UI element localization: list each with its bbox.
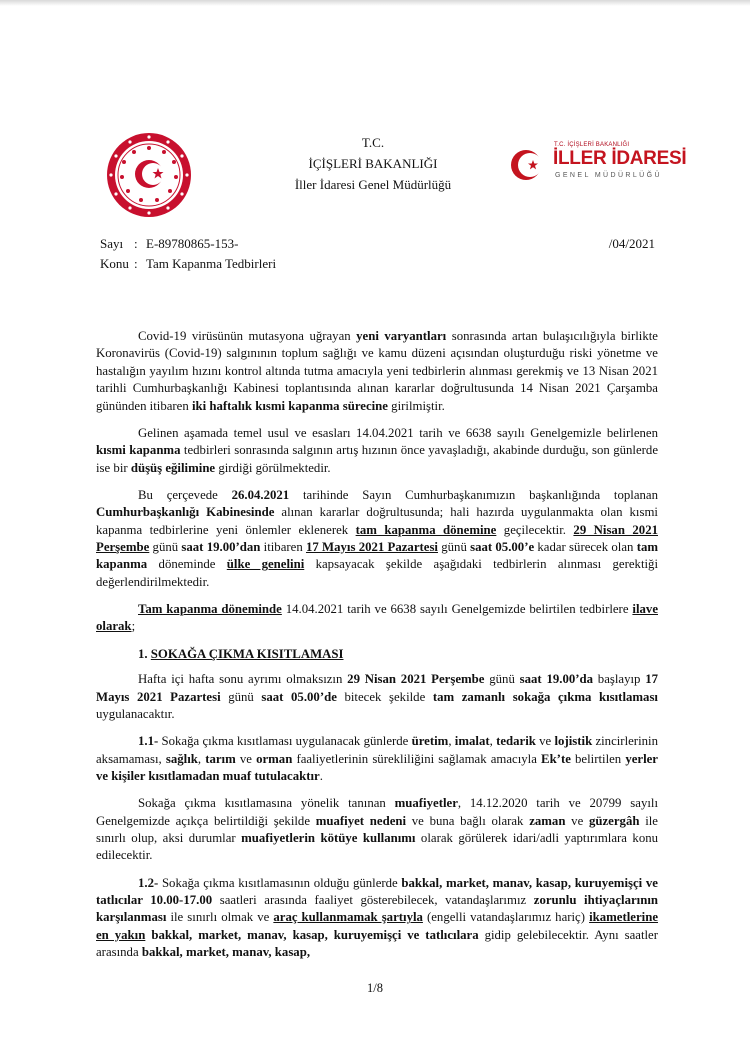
text-run: sağlık [165,751,198,766]
text-run: 1.2- [138,875,159,890]
iller-idaresi-logo [508,140,687,184]
text-run: tam zamanlı sokağa çıkma kısıtlaması [432,689,658,704]
text-run: , [448,734,455,749]
heading-directorate: İller İdaresi Genel Müdürlüğü [294,177,452,192]
text-run: girdiği görülmektedir. [215,460,331,475]
text-run: tam kapanma dönemine [355,522,497,537]
konu-separator: : [134,256,138,271]
text-run: 14.04.2021 tarih ve 6638 sayılı Genelgemizde belirtilen tedbirlere [281,602,633,617]
text-run: SOKAĞA ÇIKMA KISITLAMASI [150,646,344,661]
text-run: araç kullanmamak şartıyla [273,910,423,925]
text-run: düşüş eğilimine [130,460,216,475]
text-run: muafiyetler [394,796,458,811]
sayi-separator: : [134,236,138,251]
text-run: , 14.12.2020 tarih ve 20799 sayılı Genelgemizde açıkça belirtildiği şekilde [96,796,659,828]
text-run: ile sınırlı olmak ve [166,910,274,925]
document-body [96,328,658,971]
text-run: günü [149,540,182,555]
text-run: orman [256,751,293,766]
text-run: Sokağa çıkma kısıtlaması uygulanacak günlerde [158,734,412,749]
text-run: Ek’te [541,751,571,766]
paragraph [96,328,658,415]
text-run: 17 Mayıs 2021 Pazartesi [305,540,438,555]
text-run: ikametlerine en yakın [96,910,659,942]
text-run: , [489,734,497,749]
text-run: lojistik [554,734,593,749]
text-run: saat 19.00’dan [181,540,261,555]
document-meta [100,234,655,274]
text-run: bakkal, market, manav, kasap, kuruyemişçi ve tatlıcılara [151,927,479,942]
text-run: zorunlu ihtiyaçlarının karşılanması [96,892,658,925]
text-run: 29 Nisan 2021 Perşembe [347,672,485,687]
text-run: belirtilen [570,751,626,766]
text-run: saat 05.00’e [470,540,535,555]
section-heading [96,646,658,663]
text-run: saat 19.00’da [519,672,594,687]
text-run: girilmiştir. [387,398,445,413]
text-run: imalat [454,734,490,749]
text-run: 26.04.2021 [231,487,290,502]
text-run: itibaren [260,540,306,555]
paragraph [96,733,658,785]
text-run: sonrasında artan bulaşıcılığıyla birlikte Koronavirüs (Covid-19) salgınının toplum sağlığı ve kamu düzeni açısından oluşturduğu riski yönetme ve hastalığın yayılım hızını kontrol altında tutma amacıyla yeni tedbirlerin alınması gerekmiş ve 13 Nisan 2021 tarihli Cumhurbaşkanlığı Kabinesi toplantısında alınan kararlar doğrultusunda 14 Nisan 2021 Çarşamba gününden itibaren [96,329,658,413]
text-run: günü [438,540,471,555]
text-run: muafiyetlerin kötüye kullanımı [241,830,416,845]
text-run: kadar sürecek olan [534,540,637,555]
text-run: uygulanacaktır. [96,706,175,721]
text-run: Sokağa çıkma kısıtlamasının olduğu günlerde [158,875,402,890]
text-run: . [319,768,323,783]
logo-title: İLLER İDARESİ [553,148,687,169]
text-run: yeni varyantları [356,329,447,343]
sayi-label: Sayı [100,236,124,251]
text-run: Hafta içi hafta sonu ayrımı olmaksızın [138,672,348,687]
text-run: tam kapanma [96,540,659,572]
text-run: tedarik [496,734,536,749]
text-run: zaman [529,813,566,828]
text-run: günü [484,672,520,687]
text-run: iki haftalık kısmi kapanma sürecine [191,398,388,413]
document-heading [260,132,486,195]
text-run: tarihinde Sayın Cumhurbaşkanımızın başkanlığında toplanan [289,487,658,502]
text-run: muafiyet nedeni [315,813,407,828]
paragraph [96,425,658,477]
paragraph [96,487,658,591]
konu-value: Tam Kapanma Tedbirleri [146,256,277,271]
text-run: alınan kararlar doğrultusunda; hali hazırda uygulanmakta olan kısmi kapanma tedbirlerine yeni önlemler eklenerek [96,505,658,537]
text-run: döneminde [147,557,227,572]
paragraph [96,671,658,723]
text-run: Tam kapanma döneminde [138,602,282,617]
konu-row [100,254,655,274]
text-run: tedbirleri sonrasında salgının artış hızının önce yavaşladığı, akabinde durduğu, son günlerde ise bir [96,443,659,475]
logo-ministry-text: T.C. İÇİŞLERİ BAKANLIĞI [554,142,630,148]
text-run: güzergâh [588,813,640,828]
text-run: bakkal, market, manav, kasap, [141,945,311,960]
page-number: 1/8 [367,981,383,995]
text-run: Sokağa çıkma kısıtlamasına yönelik tanınan [138,796,395,811]
text-run: bitecek şekilde [336,689,433,704]
text-run: ve buna bağlı olarak [406,813,530,828]
paragraph [96,795,658,865]
text-run: günü [220,689,262,704]
text-run: gidip gelebilecektir. Aynı saatler arasında [96,927,659,960]
sayi-row [100,234,655,254]
text-run: 17 Mayıs 2021 Pazartesi [96,672,659,704]
text-run: ; [131,619,136,634]
heading-tc: T.C. [361,135,385,150]
text-run: saat 05.00’de [261,689,337,704]
text-run: ve [235,751,257,766]
text-run: ile sınırlı olup, aksi durumlar [96,813,658,845]
logo-subtitle: GENEL MÜDÜRLÜĞÜ [555,172,662,179]
paragraph [96,875,658,962]
text-run: kapsayacak şekilde aşağıdaki tedbirlerin alınması gerektiği değerlendirilmektedir. [96,557,659,589]
text-run: başlayıp [593,672,646,687]
text-run: 29 Nisan 2021 Perşembe [96,522,658,555]
text-run: Bu çerçevede [138,487,232,502]
text-run: ilave olarak [96,602,658,634]
text-run: olarak görülerek idari/adli yaptırımlara konu edilecektir. [96,830,659,863]
text-run: Gelinen aşamada temel usul ve esasları 14.04.2021 tarih ve 6638 sayılı Genelgemizle belirlenen [138,425,658,440]
text-run: üretim [411,734,449,749]
heading-ministry: İÇİŞLERİ BAKANLIĞI [308,156,438,171]
iller-idaresi-mark-icon [508,146,544,182]
paragraph [96,601,658,636]
text-run: , [197,751,206,766]
text-run: ve [565,813,589,828]
text-run: 1.1- [138,734,159,749]
text-run: saatleri arasında faaliyet gösterebilecek, vatandaşlarımız [212,892,534,907]
text-run: tarım [205,751,236,766]
text-run: zincirlerinin aksamaması, [96,734,658,766]
text-run: ve [535,734,555,749]
text-run: ülke genelini [226,557,305,572]
text-run: yerler ve kişiler kısıtlamadan muaf tutulacaktır [96,751,658,783]
text-run: Covid-19 virüsünün mutasyona uğrayan [138,329,357,343]
document-date: /04/2021 [608,236,655,251]
text-run: faaliyetlerinin sürekliliğini sağlamak amacıyla [292,751,542,766]
text-run: (engelli vatandaşlarımız hariç) [422,910,590,925]
ministry-seal-icon [106,132,192,218]
text-run: bakkal, market, manav, kasap, kuruyemişçi ve tatlıcılar 10.00-17.00 [96,875,658,907]
text-run: 1. [138,646,151,661]
text-run: geçilecektir. [496,522,574,537]
text-run: kısmi kapanma [96,443,181,458]
text-run: Cumhurbaşkanlığı Kabinesinde [96,505,275,520]
sayi-value: E-89780865-153- [146,236,239,251]
konu-label: Konu [100,256,129,271]
